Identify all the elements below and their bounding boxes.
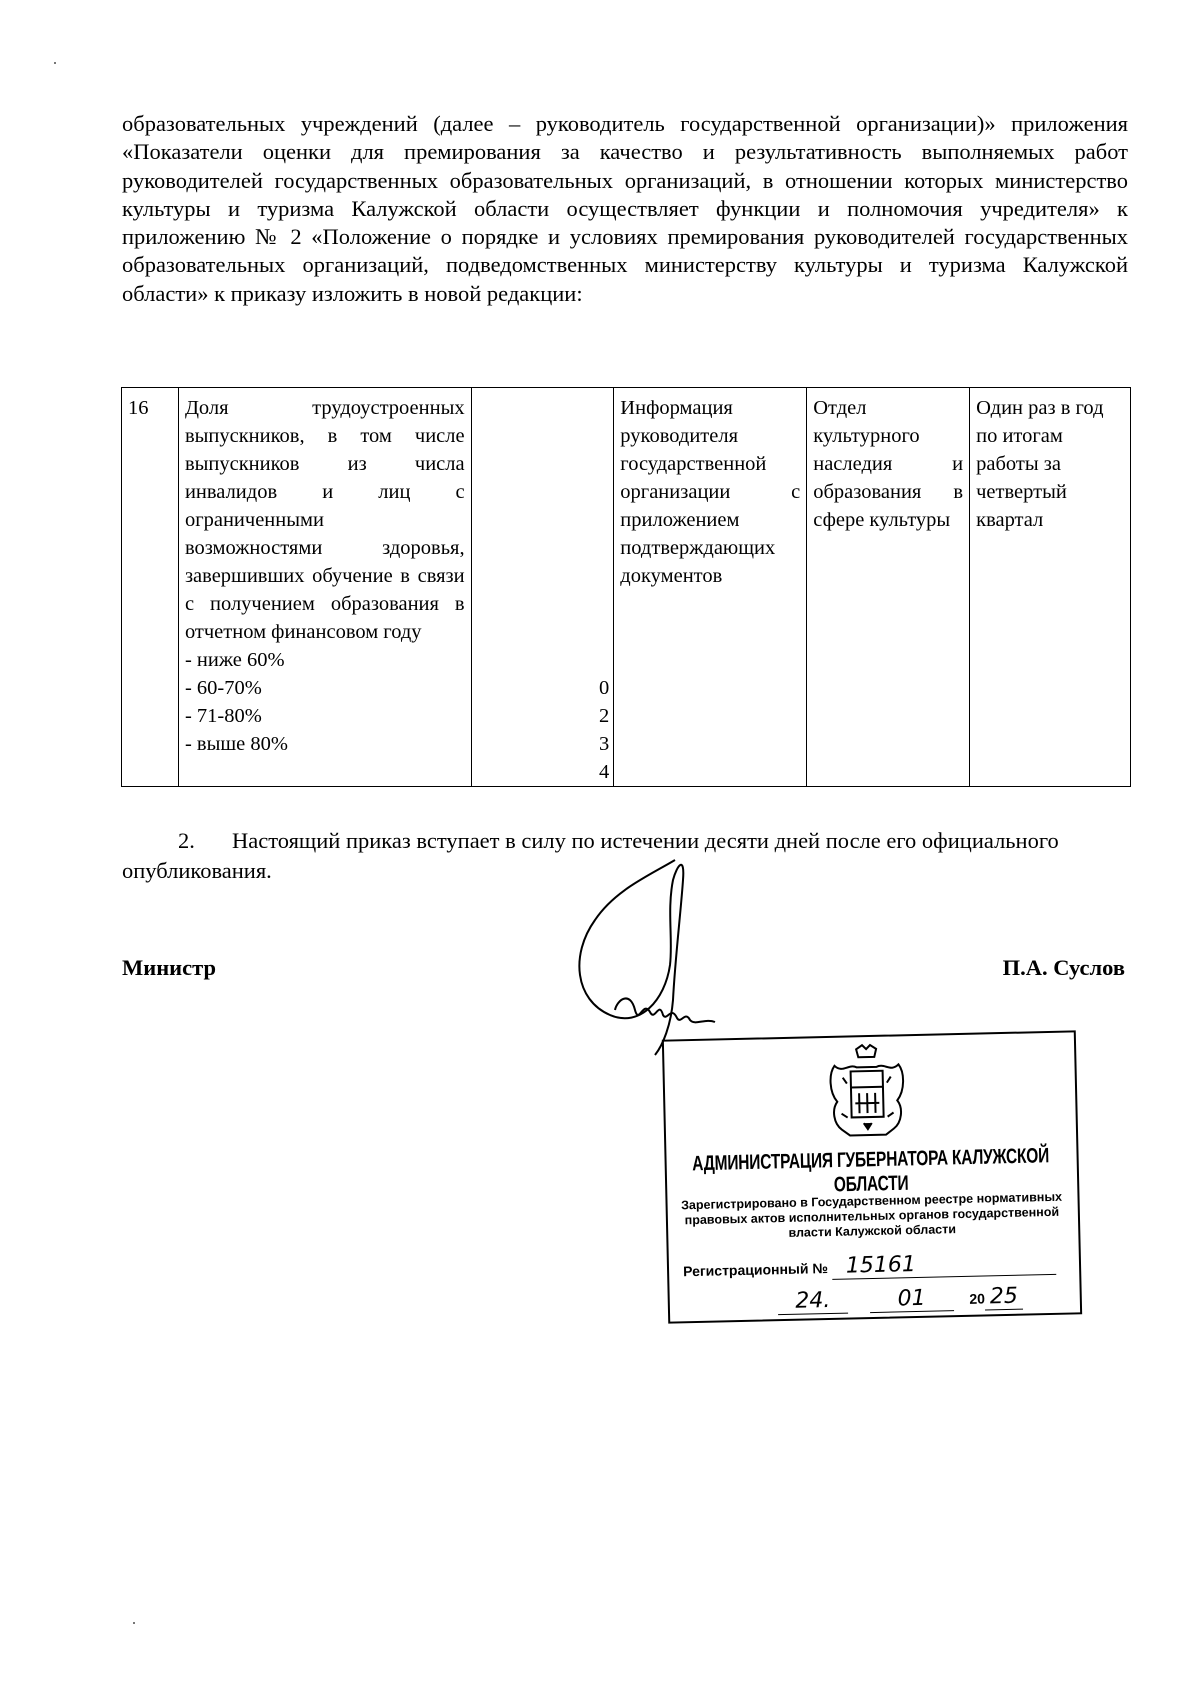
signer-name: П.А. Суслов [1002, 955, 1125, 980]
reg-number: 15161 [832, 1249, 1057, 1280]
score-value: 3 [599, 733, 610, 755]
stamp-date [778, 1282, 1079, 1315]
score-cell [471, 388, 614, 787]
date-year-suffix: 25 [985, 1284, 1024, 1311]
row-number: 16 [122, 388, 179, 787]
range-item: - 71-80% [184, 705, 262, 727]
registration-stamp [662, 1030, 1082, 1323]
stamp-organization: АДМИНИСТРАЦИЯ ГУБЕРНАТОРА КАЛУЖСКОЙ ОБЛАСТИ [691, 1144, 1050, 1197]
department-cell: Отдел культурного наследия и образования в сфере культуры [807, 388, 970, 787]
period-cell: Один раз в год по итогам работы за четвертый квартал [970, 388, 1131, 787]
score-value: 4 [599, 761, 610, 783]
criteria-table [121, 387, 1131, 787]
coat-of-arms-icon [824, 1042, 910, 1144]
scan-speck [133, 1622, 135, 1624]
range-item: - выше 80% [184, 733, 288, 755]
score-value: 0 [599, 677, 610, 699]
score-value: 2 [599, 705, 610, 727]
indicator-cell [178, 388, 471, 787]
date-month: 01 [869, 1285, 954, 1313]
range-item: - 60-70% [184, 677, 262, 699]
intro-paragraph: образовательных учреждений (далее – руководитель государственной организации)» приложения «Показатели оценки для премирования за качество и результативность выполняемых работ руководителей государственных образовательных организаций, в отношении которых министерство культуры и туризма Калужской области осуществляет функции и полномочия учредителя» к приложению № 2 «Положение о порядке и условиях премирования руководителей государственных образовательных организаций, подведомственных министерству культуры и туризма Калужской области» к приказу изложить в новой редакции: [122, 111, 1128, 306]
table-row [122, 388, 1131, 787]
scan-speck [54, 62, 56, 64]
clause-number: 2. [178, 828, 195, 853]
stamp-registered-text: Зарегистрировано в Государственном реестре нормативных правовых актов исполнительных органов государственной власти Калужской области [680, 1189, 1063, 1240]
handwritten-signature [555, 850, 755, 1060]
date-year-prefix: 20 [969, 1290, 986, 1307]
signer-title: Министр [122, 955, 216, 980]
stamp-registration-number [683, 1249, 1063, 1284]
date-day: 24. [778, 1288, 849, 1316]
reg-label: Регистрационный № [682, 1260, 829, 1280]
indicator-text: Доля трудоустроенных выпускников, в том числе выпускников из числа инвалидов и лиц с ограниченными возможностями здоровья, завершивших обучение в связи с получением образования в отчетном финансовом году [184, 397, 465, 643]
range-item: - ниже 60% [184, 649, 285, 671]
source-cell: Информация руководителя государственной организации с приложением подтверждающих документов [614, 388, 807, 787]
clause-text: Настоящий приказ вступает в силу по истечении десяти дней после его официального опубликования. [122, 828, 1059, 883]
